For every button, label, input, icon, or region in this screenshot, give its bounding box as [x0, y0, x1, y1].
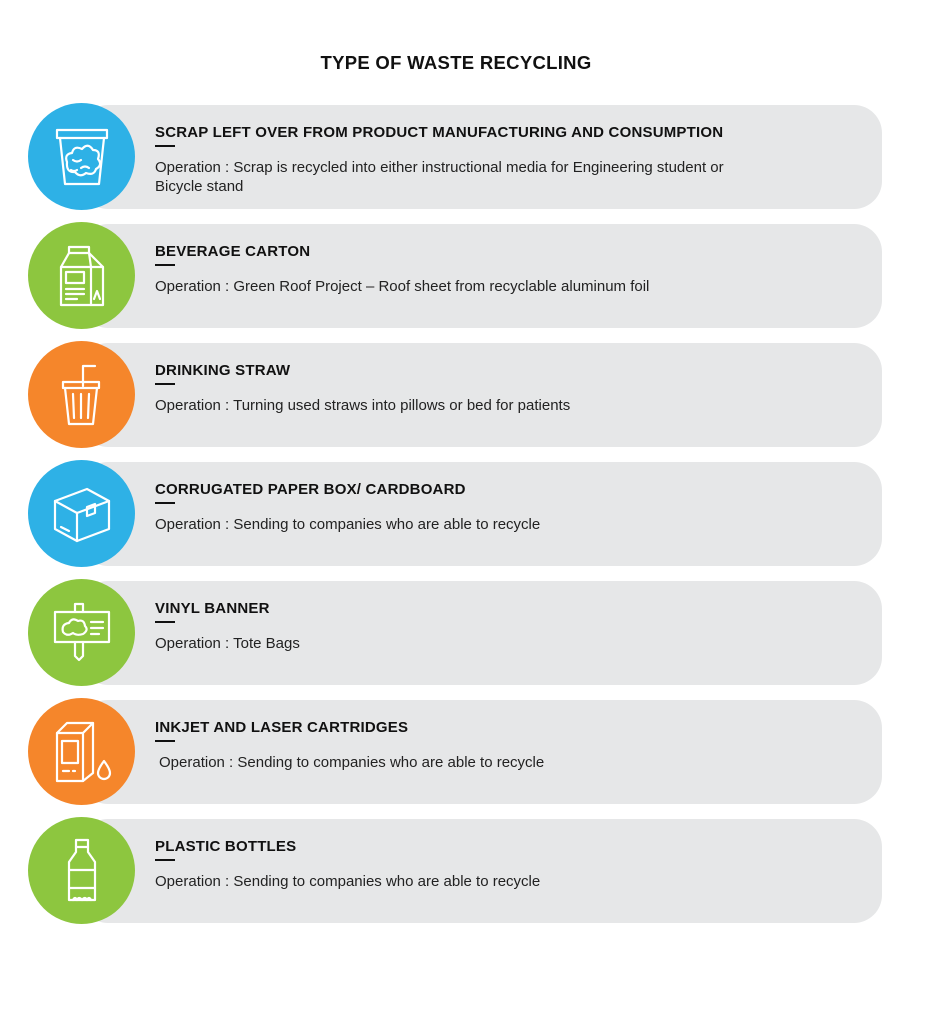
cardboard-box-icon — [47, 479, 117, 549]
item-card — [80, 581, 882, 685]
item-title: VINYL BANNER — [155, 600, 270, 617]
list-item-beverage-carton — [28, 222, 888, 329]
item-title: BEVERAGE CARTON — [155, 243, 311, 260]
item-title: CORRUGATED PAPER BOX/ CARDBOARD — [155, 481, 466, 498]
item-card — [80, 700, 882, 804]
item-title: SCRAP LEFT OVER FROM PRODUCT MANUFACTURING AND CONSUMPTION — [155, 124, 724, 141]
list-item-cardboard — [28, 460, 888, 567]
item-title: DRINKING STRAW — [155, 362, 291, 379]
recycle-bin-icon — [47, 122, 117, 192]
list-item-drinking-straw — [28, 341, 888, 448]
plastic-bottle-icon — [47, 836, 117, 906]
title-divider — [155, 264, 175, 266]
item-card — [80, 224, 882, 328]
item-badge — [28, 460, 135, 567]
item-badge — [28, 698, 135, 805]
title-divider — [155, 621, 175, 623]
ink-cartridge-icon — [47, 717, 117, 787]
list-item-cartridges — [28, 698, 888, 805]
item-card — [80, 819, 882, 923]
item-badge — [28, 103, 135, 210]
item-badge — [28, 817, 135, 924]
item-description: Operation : Sending to companies who are able to recycle — [159, 754, 545, 771]
title-divider — [155, 145, 175, 147]
list-item-plastic-bottles — [28, 817, 888, 924]
list-item-vinyl-banner — [28, 579, 888, 686]
item-badge — [28, 579, 135, 686]
page-title: TYPE OF WASTE RECYCLING — [320, 52, 592, 73]
title-divider — [155, 859, 175, 861]
title-divider — [155, 502, 175, 504]
item-badge — [28, 222, 135, 329]
item-description: Operation : Green Roof Project – Roof sheet from recyclable aluminum foil — [155, 278, 650, 295]
item-card — [80, 462, 882, 566]
item-description: Operation : Scrap is recycled into either instructional media for Engineering student or Bicycle stand — [155, 159, 724, 195]
item-title: INKJET AND LASER CARTRIDGES — [155, 719, 409, 736]
list-item-scrap — [28, 103, 888, 210]
item-title: PLASTIC BOTTLES — [155, 838, 297, 855]
title-divider — [155, 740, 175, 742]
cup-straw-icon — [47, 360, 117, 430]
title-divider — [155, 383, 175, 385]
item-description: Operation : Sending to companies who are able to recycle — [155, 873, 541, 890]
item-description: Operation : Tote Bags — [155, 635, 300, 652]
item-description: Operation : Turning used straws into pillows or bed for patients — [155, 397, 571, 414]
milk-carton-icon — [47, 241, 117, 311]
item-card — [80, 343, 882, 447]
item-description: Operation : Sending to companies who are able to recycle — [155, 516, 541, 533]
banner-sign-icon — [47, 598, 117, 668]
waste-list — [28, 103, 888, 936]
item-badge — [28, 341, 135, 448]
